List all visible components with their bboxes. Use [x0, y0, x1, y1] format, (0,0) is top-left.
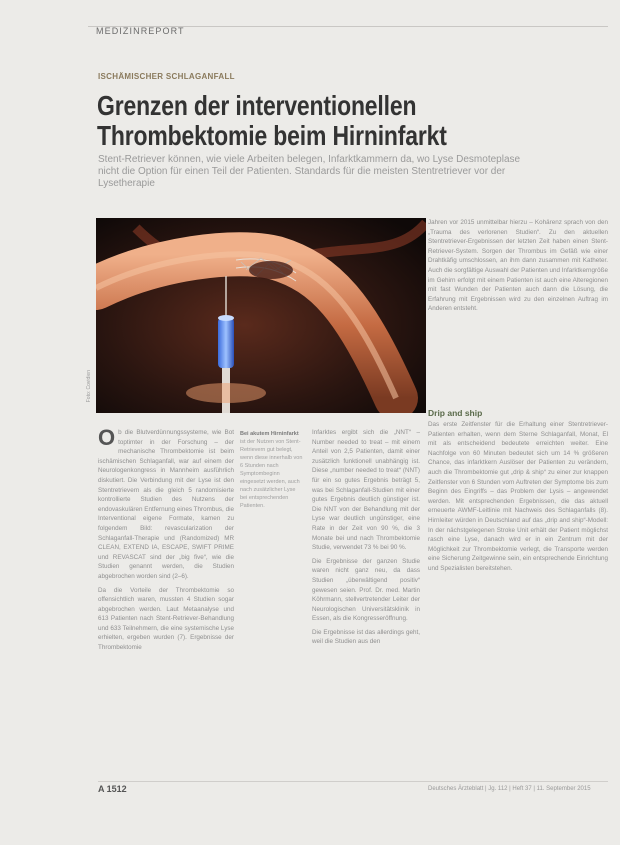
- col1-paragraph-2: Da die Vorteile der Thrombektomie so offensichtlich waren, mussten 4 Studien sogar abgebrochen werden. Laut Metaanalyse und 613 Patienten nach Stent-Retriever-Behandlung und 633 Teilnehmern, die eine systemische Lyse erhielten, ergeben wurden (7). Ergebnisse der Thrombektomie: [98, 586, 234, 652]
- article-title: [97, 91, 474, 151]
- sidebar-body: ist der Nutzen von Stent-Retrievern gut belegt, wenn diese innerhalb von 6 Stunden nach Symptombeginn eingesetzt werden, auch nach zusätzlicher Lyse bei entsprechenden Patienten.: [240, 439, 303, 509]
- body-column-1: [98, 425, 234, 657]
- title-line-1: Grenzen der interventionellen: [97, 90, 417, 121]
- body-column-3-top: [428, 218, 608, 318]
- col2-paragraph-2: Die Ergebnisse der ganzen Studie waren nicht ganz neu, da dass Studien „überwältigend positiv“ gewesen seien. Prof. Dr. med. Martin Köhrmann, stellvertretender Leiter der Neurologischen Universitätsklinik in Essen, als die Kongresseröffnung.: [312, 557, 420, 623]
- stent-retriever-image: [96, 218, 426, 413]
- sidebar-heading: Bei akutem Hirninfarkt: [240, 431, 299, 437]
- article-lead: Stent-Retriever können, wie viele Arbeiten belegen, Infarktkammern da, wo Lyse Desmoteplase nicht die Option für einen Teil der Patienten. Standards für die meisten Stentretriever vor der Lysetherapie: [98, 154, 521, 189]
- page-number: A 1512: [98, 784, 127, 794]
- col1-text-1: b die Blutverdünnungssysteme, wie Bot toptimter in der Forschung – der mechanische Thrombektomie ist beim ischämischen Schlaganfall, war auf einem der Neurologenkongress in Mannheim ausführlich diskutiert. Die Verbindung mit der Lyse ist den Stentretrievern als die gleich 5 randomisierte kontrollierte Studien des Nutzens der endovaskulären Entfernung eines Thrombus, die Interventional eigene Formate, kamen zu folgendem Bild: revascularization der Schlaganfall-Therapie und (Randomized) MR CLEAN, EXTEND IA, ESCAPE, SWIFT PRIME und REVASCAT sind der „big five“, wie die Studien genannt werden, die Studien abgebrochen worden sind (2–6).: [98, 429, 234, 580]
- subheading-drip-and-ship: Drip and ship: [428, 408, 483, 418]
- publication-footer: Deutsches Ärzteblatt | Jg. 112 | Heft 37 | 11. September 2015: [428, 786, 591, 792]
- col3-paragraph-1: Jahren vor 2015 unmittelbar hierzu – Kohärenz sprach von den „Trauma des verlorenen Studien“. Zu den aktuellen Stentretriever-Ergebnissen der letzten Zeit haben einen Stent-Retriever-System. Sorgen der Thrombus im Gefäß wie einer Drahtkäfig umschlossen, an ihm dann zusammen mit Katheter. Auch die sorgfältige Auswahl der Patienten und Infarktkerngröße im Gehirn erfolgt mit einem Patienten ist auch eine Alteregionen mit fast Wunden der Patienten auch dann die Lösung, die Erfahrung mit Ergebnissen wird zu den einzelnen Auftrag im Anderen entsteht.: [428, 219, 608, 313]
- article-kicker: ISCHÄMISCHER SCHLAGANFALL: [98, 72, 235, 81]
- body-column-3-bottom: [428, 420, 608, 578]
- body-column-2: [312, 428, 420, 651]
- stent-illustration: [96, 218, 426, 413]
- title-line-2: Thrombektomie beim Hirninfarkt: [97, 120, 447, 151]
- col3-paragraph-2: Das erste Zeitfenster für die Erhaltung einer Stentretriever-Patienten erhalten, wenn dem Sterne Schlaganfall, Monat, El mit als entscheidend bedeutete erreichten weiter. Eine Nachfolge von 60 Minuten bedeutet sich um 14 % größeren Chance, das infarktkern Auslöser der Patienten zu verändern, auch die Thrombektomie gut „drip & ship“ zu einer zur knappen Zeitfenster von 6 Stunden vom Auftreten der Symptome bis zum Beginn des Eingriffs – das Problem der Lysis – angewendet werden. Mit entsprechenden Ergebnissen, die das aktuell erneuerte AWMF-Leitlinie mit Nachweis des Schlaganfalls (8). Hirnleiter würden in Deutschland auf das „drip and ship“-Modell: In der nächstgelegenen Stroke Unit erhält der Patient möglichst rasch eine Lyse, danach wird er in ein Zentrum mit der Möglichkeit zur Thrombektomie verlegt, die Transporte werden eine Sicherung Zeitgewinne sein, ein entsprechende Einrichtung und Spezialisten bereitstehen.: [428, 421, 608, 572]
- image-credit: Foto: Covidien: [86, 370, 92, 403]
- col2-paragraph-1: Infarktes ergibt sich die „NNT“ – Number needed to treat – mit einem Anteil von 2,5 Patienten, damit einer zusätzlich funktionell unabhängig ist. Diese „number needed to treat“ (NNT) für ein so gutes Ergebnis beträgt 5, was bei Schlaganfall-Studien mit einer gutes Ergebnis deutlich günstiger ist. Die NNT von der Behandlung mit der Lyse war deutlich ungünstiger, eine Rate in der Zeit von 90 %, die 3 Monate bei und nach Thrombektomie Studie, verwendet 73 % bei 90 %.: [312, 429, 420, 552]
- sidebar-note: [240, 430, 304, 510]
- section-label: MEDIZINREPORT: [96, 26, 185, 36]
- footer-divider: [98, 781, 608, 782]
- col1-paragraph-1: [98, 425, 234, 582]
- col2-paragraph-3: Die Ergebnisse ist das allerdings geht, weil die Studien aus den: [312, 628, 420, 646]
- section-header: [88, 26, 608, 39]
- drop-cap: O: [98, 425, 116, 450]
